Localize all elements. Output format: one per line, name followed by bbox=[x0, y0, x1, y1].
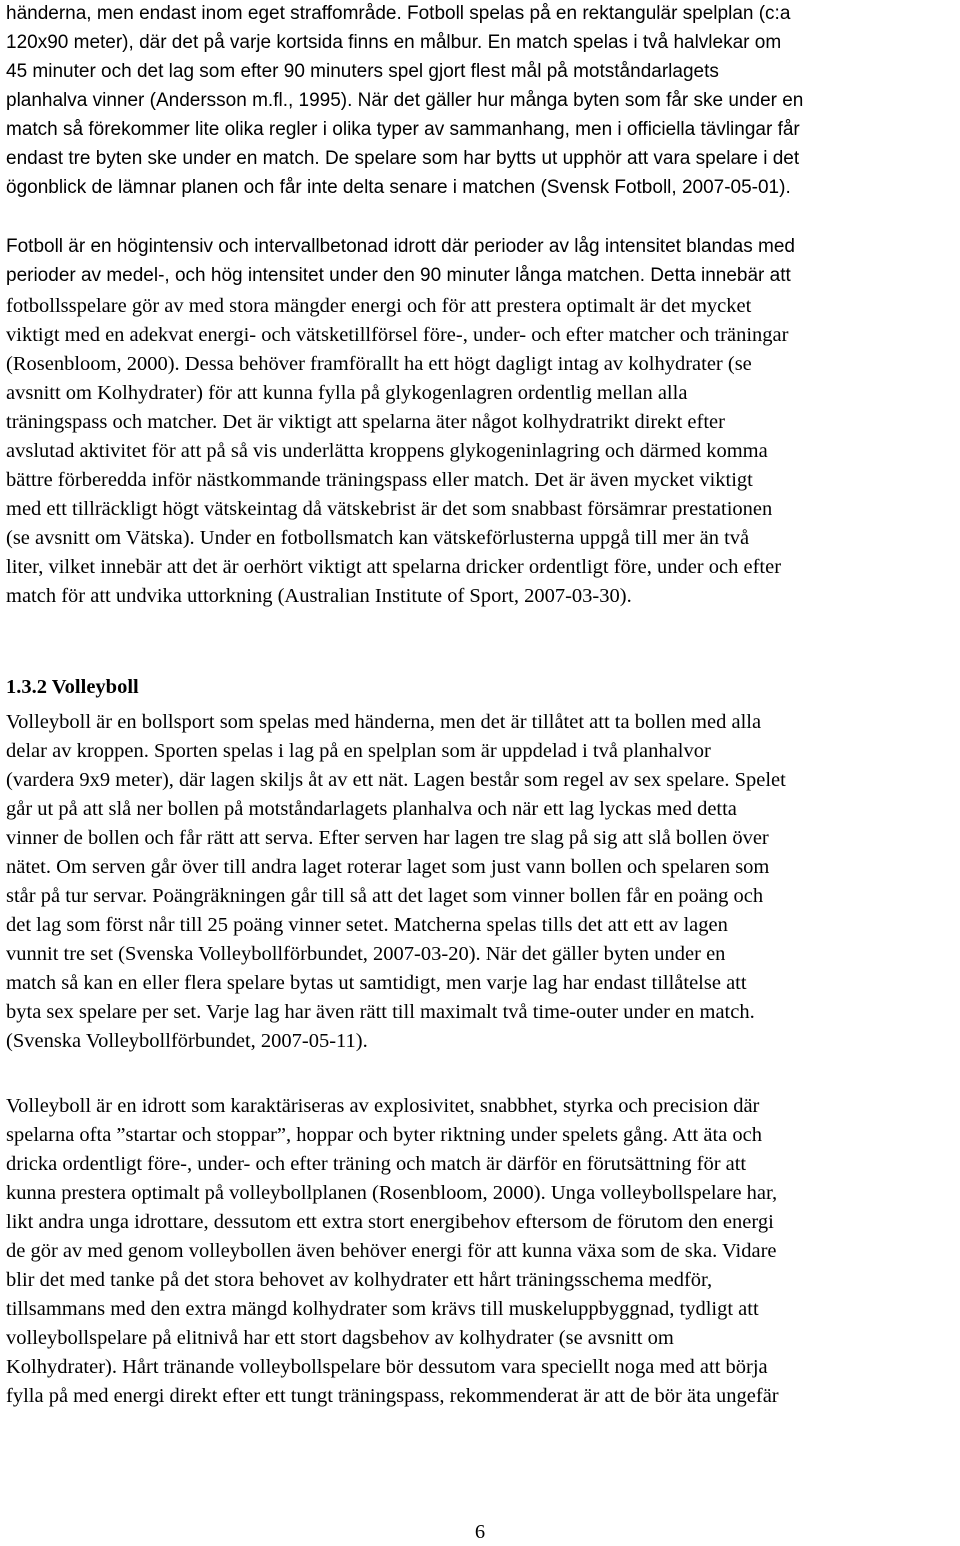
text-line: endast tre byten ske under en match. De spelare som har bytts ut upphör att vara spelare i det bbox=[6, 148, 800, 169]
text-line: 45 minuter och det lag som efter 90 minuters spel gjort flest mål på motståndarlagets bbox=[6, 61, 719, 82]
text-line: delar av kroppen. Sporten spelas i lag på en spelplan som är uppdelad i två planhalvor bbox=[6, 740, 711, 762]
text-line: med ett tillräckligt högt vätskeintag då vätskebrist är det som snabbast försämrar prestationen bbox=[6, 498, 773, 520]
text-line: 120x90 meter), där det på varje kortsida finns en målbur. En match spelas i två halvlekar om bbox=[6, 32, 782, 53]
text-line: träningspass och matcher. Det är viktigt att spelarna äter något kolhydratrikt direkt efter bbox=[6, 411, 725, 433]
text-line: fotbollsspelare gör av med stora mängder energi och för att prestera optimalt är det mycket bbox=[6, 295, 752, 317]
text-line: avsnitt om Kolhydrater) för att kunna fylla på glykogenlagren ordentlig mellan alla bbox=[6, 382, 688, 404]
text-line: Volleyboll är en bollsport som spelas med händerna, men det är tillåtet att ta bollen med alla bbox=[6, 711, 762, 733]
text-line: bättre förberedda inför nästkommande träningspass eller match. Det är även mycket viktigt bbox=[6, 469, 753, 491]
text-line: volleybollspelare på elitnivå har ett stort dagsbehov av kolhydrater (se avsnitt om bbox=[6, 1327, 674, 1349]
text-line: match för att undvika uttorkning (Australian Institute of Sport, 2007-03-30). bbox=[6, 585, 632, 607]
page-number: 6 bbox=[474, 1521, 486, 1543]
text-line: liter, vilket innebär att det är oerhört viktigt att spelarna dricker ordentligt före, under och efter bbox=[6, 556, 782, 578]
text-line: perioder av medel-, och hög intensitet under den 90 minuter långa matchen. Detta innebär att bbox=[6, 265, 791, 286]
text-line: ögonblick de lämnar planen och får inte delta senare i matchen (Svensk Fotboll, 2007-05-01). bbox=[6, 177, 791, 198]
text-line: Fotboll är en högintensiv och intervallbetonad idrott där perioder av låg intensitet blandas med bbox=[6, 236, 795, 257]
text-line: (vardera 9x9 meter), där lagen skiljs åt av ett nät. Lagen består som regel av sex spelare. Spelet bbox=[6, 769, 786, 791]
text-line: går ut på att slå ner bollen på motståndarlagets planhalva och när ett lag lyckas med detta bbox=[6, 798, 737, 820]
text-line: avslutad aktivitet för att på så vis underlätta kroppens glykogeninlagring och därmed komma bbox=[6, 440, 768, 462]
text-line: vunnit tre set (Svenska Volleybollförbundet, 2007-03-20). När det gäller byten under en bbox=[6, 943, 726, 965]
section-heading: 1.3.2 Volleyboll bbox=[6, 676, 139, 698]
text-line: det lag som först når till 25 poäng vinner setet. Matcherna spelas tills det att ett av lagen bbox=[6, 914, 728, 936]
text-line: Kolhydrater). Hårt tränande volleybollspelare bör dessutom vara speciellt noga med att börja bbox=[6, 1356, 768, 1378]
text-line: match så förekommer lite olika regler i olika typer av sammanhang, men i officiella tävlingar får bbox=[6, 119, 800, 140]
text-line: vinner de bollen och får rätt att serva. Efter serven har lagen tre slag på sig att slå bollen över bbox=[6, 827, 769, 849]
text-line: (se avsnitt om Vätska). Under en fotbollsmatch kan vätskeförlusterna uppgå till mer än två bbox=[6, 527, 750, 549]
text-line: viktigt med en adekvat energi- och vätsketillförsel före-, under- och efter matcher och träningar bbox=[6, 324, 789, 346]
text-line: spelarna ofta ”startar och stoppar”, hoppar och byter riktning under spelets gång. Att äta och bbox=[6, 1124, 762, 1146]
text-line: likt andra unga idrottare, dessutom ett extra stort energibehov eftersom de förutom den energi bbox=[6, 1211, 774, 1233]
text-line: fylla på med energi direkt efter ett tungt träningspass, rekommenderat är att de bör äta ungefär bbox=[6, 1385, 779, 1407]
text-line: tillsammans med den extra mängd kolhydrater som krävs till muskeluppbyggnad, tydligt att bbox=[6, 1298, 759, 1320]
text-line: blir det med tanke på det stora behovet av kolhydrater ett hårt träningsschema medför, bbox=[6, 1269, 713, 1291]
text-line: Volleyboll är en idrott som karaktäriseras av explosivitet, snabbhet, styrka och precision där bbox=[6, 1095, 760, 1117]
text-line: dricka ordentligt före-, under- och efter träning och match är därför en förutsättning för att bbox=[6, 1153, 747, 1175]
text-line: (Svenska Volleybollförbundet, 2007-05-11). bbox=[6, 1030, 368, 1052]
text-line: match så kan en eller flera spelare bytas ut samtidigt, men varje lag har endast tillåtelse att bbox=[6, 972, 747, 994]
text-line: de gör av med genom volleybollen även behöver energi för att kunna växa som de ska. Vidare bbox=[6, 1240, 777, 1262]
text-line: (Rosenbloom, 2000). Dessa behöver framförallt ha ett högt dagligt intag av kolhydrater (se bbox=[6, 353, 752, 375]
text-line: kunna prestera optimalt på volleybollplanen (Rosenbloom, 2000). Unga volleybollspelare har, bbox=[6, 1182, 778, 1204]
text-line: planhalva vinner (Andersson m.fl., 1995). När det gäller hur många byten som får ske under en bbox=[6, 90, 804, 111]
text-line: står på tur servar. Poängräkningen går till så att det laget som vinner bollen får en poäng och bbox=[6, 885, 764, 907]
text-line: händerna, men endast inom eget straffområde. Fotboll spelas på en rektangulär spelplan (c:a bbox=[6, 3, 791, 24]
text-line: nätet. Om serven går över till andra laget roterar laget som just vann bollen och spelaren som bbox=[6, 856, 770, 878]
text-line: byta sex spelare per set. Varje lag har även rätt till maximalt två time-outer under en match. bbox=[6, 1001, 755, 1023]
